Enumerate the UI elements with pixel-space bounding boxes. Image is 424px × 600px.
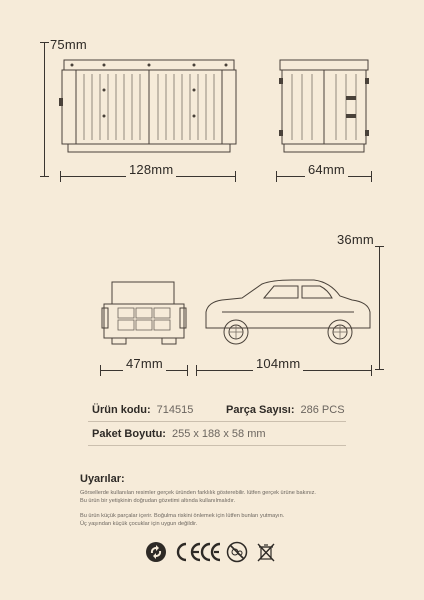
warning-line-4: Üç yaşından küçük çocuklar için uygun değildir. <box>80 521 198 527</box>
box-height-line <box>44 42 45 177</box>
box-length-label: 128mm <box>126 162 176 177</box>
container-front-drawing <box>58 56 240 156</box>
part-count-row <box>226 401 345 419</box>
box-height-tick-bottom <box>40 176 49 177</box>
warnings-title: Uyarılar: <box>80 473 125 485</box>
car-width-tick-left <box>100 365 101 376</box>
package-size-label: Paket Boyutu: <box>92 428 166 440</box>
container-side-drawing <box>276 56 372 156</box>
car-side-drawing <box>202 276 374 350</box>
product-code-value: 714515 <box>156 404 194 416</box>
car-height-label: 36mm <box>337 232 374 247</box>
box-height-tick-top <box>40 42 49 43</box>
part-count-value: 286 PCS <box>300 404 345 416</box>
recycle-icon <box>145 541 167 563</box>
box-length-tick-left <box>60 171 61 182</box>
warning-line-2: Bu ürün bir yetişkinin doğrudan gözetimi altında kullanılmalıdır. <box>80 498 236 504</box>
spec-divider-1 <box>88 421 346 422</box>
spec-divider-2 <box>88 445 346 446</box>
product-code-row <box>92 401 193 419</box>
warning-line-3: Bu ürün küçük parçalar içerir. Boğulma riskini önlemek için lütfen bunları yutmayın. <box>80 513 285 519</box>
ce-mark-icon <box>198 541 222 563</box>
car-length-label: 104mm <box>253 356 303 371</box>
box-depth-tick-left <box>276 171 277 182</box>
car-front-drawing <box>98 278 190 348</box>
car-width-tick-right <box>187 365 188 376</box>
car-height-tick-bottom <box>375 369 384 370</box>
car-width-label: 47mm <box>123 356 166 371</box>
car-length-tick-right <box>371 365 372 376</box>
product-code-label: Ürün kodu: <box>92 404 151 416</box>
car-length-tick-left <box>196 365 197 376</box>
weee-bin-icon <box>255 541 277 563</box>
package-size-value: 255 x 188 x 58 mm <box>171 428 266 440</box>
age-warning-icon <box>226 541 248 563</box>
box-depth-label: 64mm <box>305 162 348 177</box>
part-count-label: Parça Sayısı: <box>226 404 295 416</box>
box-height-label: 75mm <box>50 37 87 52</box>
box-length-tick-right <box>235 171 236 182</box>
car-height-line <box>379 246 380 370</box>
warning-line-1: Görsellerde kullanılan resimler gerçek üründen farklılık gösterebilir. lütfen gerçek ürüne bakınız. <box>80 490 316 496</box>
package-size-row <box>92 425 266 443</box>
car-height-tick-top <box>375 246 384 247</box>
box-depth-tick-right <box>371 171 372 182</box>
